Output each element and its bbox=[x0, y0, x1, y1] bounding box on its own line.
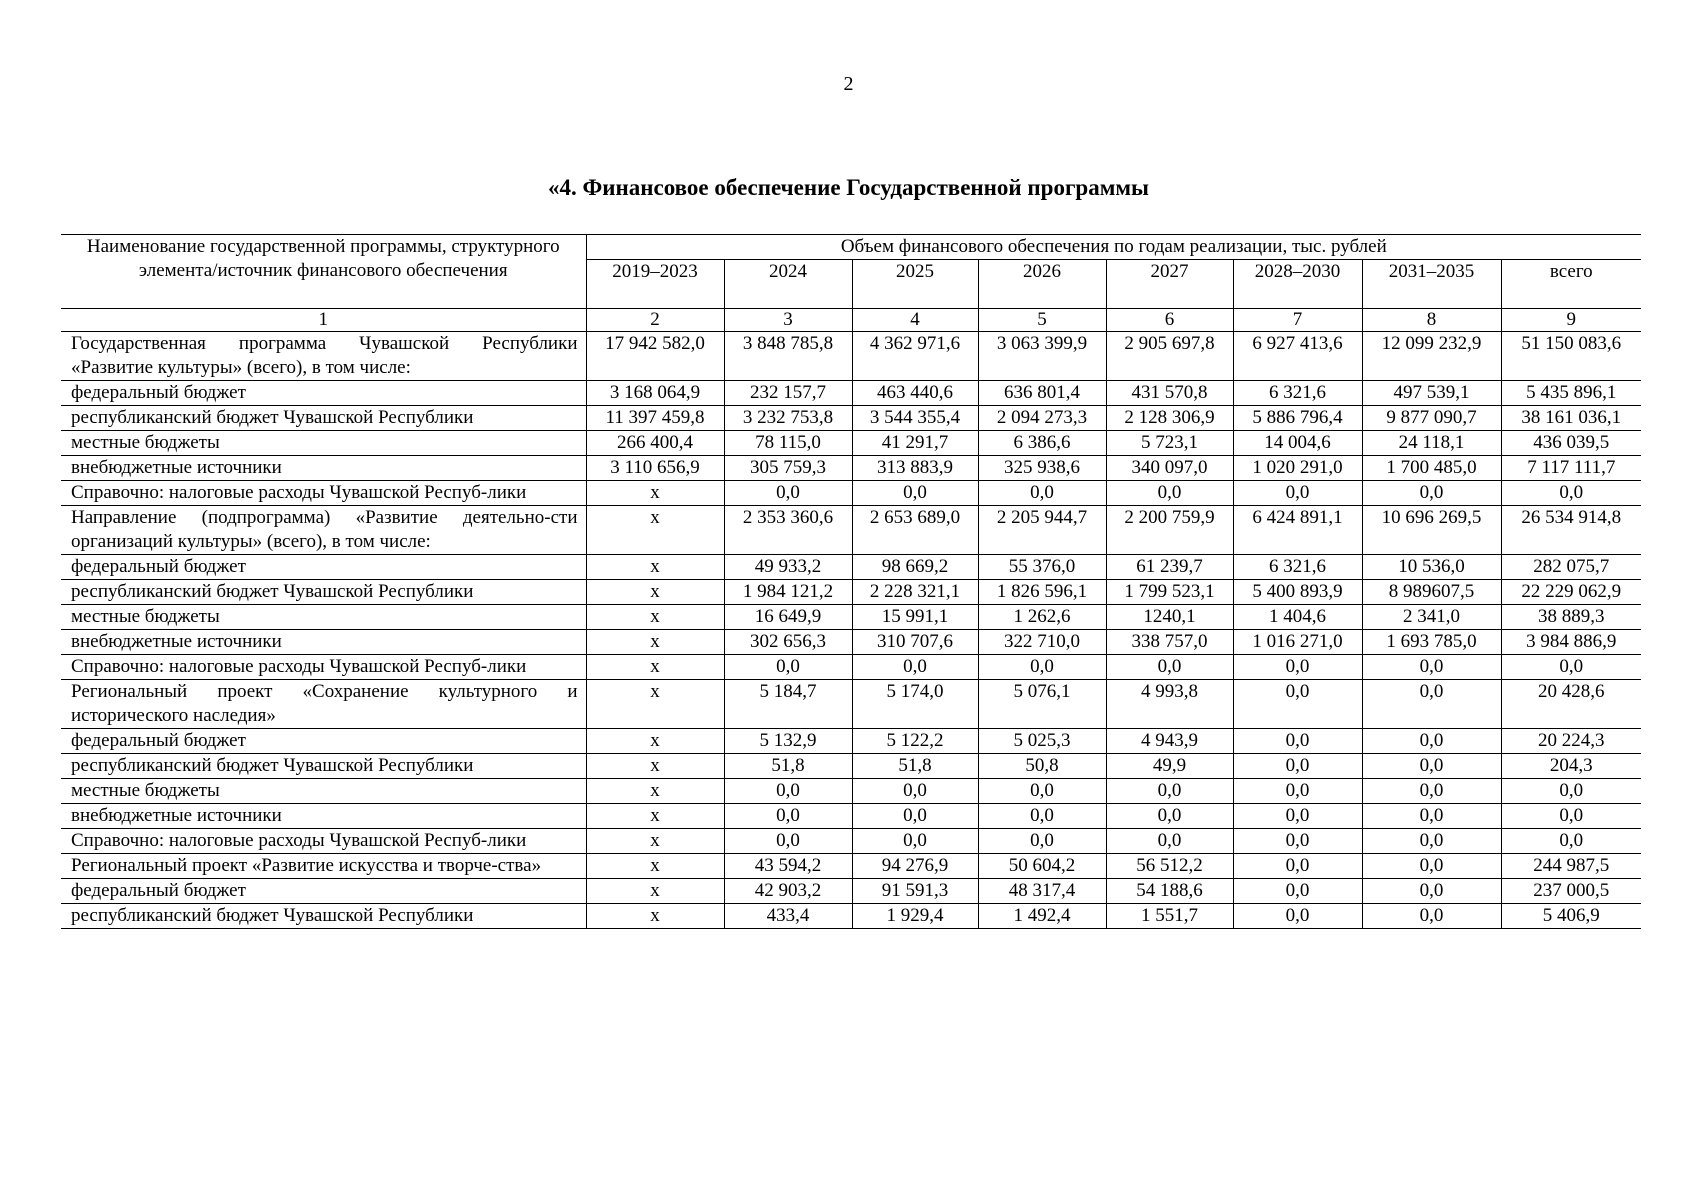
row-value: 266 400,4 bbox=[586, 431, 724, 456]
row-value: 2 341,0 bbox=[1362, 605, 1501, 630]
row-value: 5 435 896,1 bbox=[1501, 381, 1641, 406]
row-value: 1 826 596,1 bbox=[978, 580, 1106, 605]
row-value: 5 184,7 bbox=[724, 680, 852, 729]
row-value: 0,0 bbox=[724, 655, 852, 680]
row-value: 0,0 bbox=[1501, 481, 1641, 506]
row-value: 0,0 bbox=[1233, 904, 1362, 929]
row-value: 0,0 bbox=[978, 804, 1106, 829]
table-row bbox=[61, 431, 1641, 456]
row-value: 6 424 891,1 bbox=[1233, 506, 1362, 555]
row-value: 94 276,9 bbox=[852, 854, 978, 879]
row-value: 0,0 bbox=[1233, 481, 1362, 506]
row-value: 0,0 bbox=[1362, 829, 1501, 854]
row-value: 0,0 bbox=[1233, 655, 1362, 680]
row-value: 0,0 bbox=[1362, 655, 1501, 680]
row-value: 0,0 bbox=[1106, 655, 1233, 680]
column-number: 2 bbox=[586, 309, 724, 332]
row-value: 0,0 bbox=[1106, 779, 1233, 804]
header-group: Объем финансового обеспечения по годам реализации, тыс. рублей bbox=[586, 235, 1641, 260]
row-value: 2 228 321,1 bbox=[852, 580, 978, 605]
row-value: 4 993,8 bbox=[1106, 680, 1233, 729]
table-row bbox=[61, 854, 1641, 879]
row-value: 51 150 083,6 bbox=[1501, 332, 1641, 381]
row-value: 11 397 459,8 bbox=[586, 406, 724, 431]
row-value: х bbox=[586, 481, 724, 506]
row-value: 0,0 bbox=[978, 655, 1106, 680]
header-year: 2027 bbox=[1106, 260, 1233, 309]
table-row bbox=[61, 381, 1641, 406]
row-value: 48 317,4 bbox=[978, 879, 1106, 904]
row-name: Справочно: налоговые расходы Чувашской Респуб-лики bbox=[61, 829, 586, 854]
row-value: 2 653 689,0 bbox=[852, 506, 978, 555]
row-name: республиканский бюджет Чувашской Республики bbox=[61, 754, 586, 779]
column-number: 9 bbox=[1501, 309, 1641, 332]
row-value: 0,0 bbox=[1233, 729, 1362, 754]
row-name: республиканский бюджет Чувашской Республики bbox=[61, 580, 586, 605]
row-value: х bbox=[586, 630, 724, 655]
row-value: 0,0 bbox=[1362, 879, 1501, 904]
row-value: 0,0 bbox=[1233, 854, 1362, 879]
row-value: 0,0 bbox=[1233, 829, 1362, 854]
table-row bbox=[61, 779, 1641, 804]
row-value: 237 000,5 bbox=[1501, 879, 1641, 904]
row-value: 436 039,5 bbox=[1501, 431, 1641, 456]
row-value: 0,0 bbox=[852, 481, 978, 506]
table-row bbox=[61, 456, 1641, 481]
row-value: 10 696 269,5 bbox=[1362, 506, 1501, 555]
row-value: 0,0 bbox=[1501, 804, 1641, 829]
row-value: 302 656,3 bbox=[724, 630, 852, 655]
row-name: Региональный проект «Сохранение культурного и исторического наследия» bbox=[61, 680, 586, 729]
row-value: 305 759,3 bbox=[724, 456, 852, 481]
row-value: 0,0 bbox=[852, 804, 978, 829]
row-name: Справочно: налоговые расходы Чувашской Респуб-лики bbox=[61, 481, 586, 506]
table-row bbox=[61, 754, 1641, 779]
row-value: 6 321,6 bbox=[1233, 555, 1362, 580]
row-name: местные бюджеты bbox=[61, 605, 586, 630]
row-value: 1 700 485,0 bbox=[1362, 456, 1501, 481]
row-value: 636 801,4 bbox=[978, 381, 1106, 406]
table-row bbox=[61, 829, 1641, 854]
row-value: 1240,1 bbox=[1106, 605, 1233, 630]
row-value: 310 707,6 bbox=[852, 630, 978, 655]
row-value: 0,0 bbox=[1233, 754, 1362, 779]
row-value: 0,0 bbox=[1362, 904, 1501, 929]
row-value: х bbox=[586, 680, 724, 729]
row-value: 42 903,2 bbox=[724, 879, 852, 904]
row-name: внебюджетные источники bbox=[61, 804, 586, 829]
table-row bbox=[61, 506, 1641, 555]
row-value: 0,0 bbox=[1106, 804, 1233, 829]
row-value: 0,0 bbox=[852, 829, 978, 854]
row-value: 1 492,4 bbox=[978, 904, 1106, 929]
row-value: 12 099 232,9 bbox=[1362, 332, 1501, 381]
row-value: 0,0 bbox=[724, 804, 852, 829]
row-value: 0,0 bbox=[852, 655, 978, 680]
row-value: 325 938,6 bbox=[978, 456, 1106, 481]
row-value: 0,0 bbox=[724, 779, 852, 804]
row-value: 0,0 bbox=[1362, 779, 1501, 804]
row-value: 1 262,6 bbox=[978, 605, 1106, 630]
row-value: 0,0 bbox=[1362, 729, 1501, 754]
table-row bbox=[61, 406, 1641, 431]
row-value: х bbox=[586, 854, 724, 879]
document-title: «4. Финансовое обеспечение Государственной программы bbox=[548, 175, 1149, 200]
row-value: 1 799 523,1 bbox=[1106, 580, 1233, 605]
table-row bbox=[61, 904, 1641, 929]
row-value: 0,0 bbox=[1106, 481, 1233, 506]
row-value: 322 710,0 bbox=[978, 630, 1106, 655]
row-value: 38 889,3 bbox=[1501, 605, 1641, 630]
row-value: х bbox=[586, 779, 724, 804]
column-number: 6 bbox=[1106, 309, 1233, 332]
row-value: 43 594,2 bbox=[724, 854, 852, 879]
row-value: х bbox=[586, 829, 724, 854]
row-value: 0,0 bbox=[978, 779, 1106, 804]
row-value: 8 989607,5 bbox=[1362, 580, 1501, 605]
row-value: 1 984 121,2 bbox=[724, 580, 852, 605]
row-value: 232 157,7 bbox=[724, 381, 852, 406]
table-row bbox=[61, 630, 1641, 655]
row-value: 0,0 bbox=[978, 481, 1106, 506]
row-name: федеральный бюджет bbox=[61, 381, 586, 406]
row-value: 2 905 697,8 bbox=[1106, 332, 1233, 381]
row-value: 2 128 306,9 bbox=[1106, 406, 1233, 431]
row-value: 3 544 355,4 bbox=[852, 406, 978, 431]
row-value: 497 539,1 bbox=[1362, 381, 1501, 406]
row-value: 6 927 413,6 bbox=[1233, 332, 1362, 381]
header-year: 2031–2035 bbox=[1362, 260, 1501, 309]
row-value: 463 440,6 bbox=[852, 381, 978, 406]
row-value: 2 200 759,9 bbox=[1106, 506, 1233, 555]
row-name: Государственная программа Чувашской Республики «Развитие культуры» (всего), в том числе: bbox=[61, 332, 586, 381]
row-value: 56 512,2 bbox=[1106, 854, 1233, 879]
row-value: 0,0 bbox=[852, 779, 978, 804]
row-value: х bbox=[586, 754, 724, 779]
row-value: 22 229 062,9 bbox=[1501, 580, 1641, 605]
header-year-total: всего bbox=[1501, 260, 1641, 309]
table-row bbox=[61, 580, 1641, 605]
row-value: 1 404,6 bbox=[1233, 605, 1362, 630]
row-name: внебюджетные источники bbox=[61, 630, 586, 655]
row-value: 5 406,9 bbox=[1501, 904, 1641, 929]
row-name: Региональный проект «Развитие искусства и творче-ства» bbox=[61, 854, 586, 879]
row-value: 6 321,6 bbox=[1233, 381, 1362, 406]
row-name: местные бюджеты bbox=[61, 431, 586, 456]
header-year: 2025 bbox=[852, 260, 978, 309]
row-value: 5 132,9 bbox=[724, 729, 852, 754]
row-value: х bbox=[586, 879, 724, 904]
table-row bbox=[61, 332, 1641, 381]
row-value: х bbox=[586, 904, 724, 929]
row-value: 5 025,3 bbox=[978, 729, 1106, 754]
row-value: 4 943,9 bbox=[1106, 729, 1233, 754]
row-value: 5 886 796,4 bbox=[1233, 406, 1362, 431]
row-value: 0,0 bbox=[1362, 804, 1501, 829]
column-number: 1 bbox=[61, 309, 586, 332]
row-value: 24 118,1 bbox=[1362, 431, 1501, 456]
header-year: 2028–2030 bbox=[1233, 260, 1362, 309]
row-name: Направление (подпрограмма) «Развитие деятельно-сти организаций культуры» (всего), в том числе: bbox=[61, 506, 586, 555]
row-value: 282 075,7 bbox=[1501, 555, 1641, 580]
row-value: 433,4 bbox=[724, 904, 852, 929]
row-value: 78 115,0 bbox=[724, 431, 852, 456]
row-value: 0,0 bbox=[1362, 680, 1501, 729]
table-row bbox=[61, 879, 1641, 904]
row-value: 14 004,6 bbox=[1233, 431, 1362, 456]
row-value: 0,0 bbox=[1501, 655, 1641, 680]
row-value: 26 534 914,8 bbox=[1501, 506, 1641, 555]
row-value: 16 649,9 bbox=[724, 605, 852, 630]
row-value: 313 883,9 bbox=[852, 456, 978, 481]
header-name-column: Наименование государственной программы, структурного элемента/источник финансового обеспечения bbox=[61, 235, 586, 309]
row-value: 49 933,2 bbox=[724, 555, 852, 580]
row-value: 50 604,2 bbox=[978, 854, 1106, 879]
row-value: 0,0 bbox=[724, 481, 852, 506]
row-value: 4 362 971,6 bbox=[852, 332, 978, 381]
row-value: 41 291,7 bbox=[852, 431, 978, 456]
row-value: х bbox=[586, 804, 724, 829]
row-value: 0,0 bbox=[1106, 829, 1233, 854]
column-number: 5 bbox=[978, 309, 1106, 332]
column-number: 4 bbox=[852, 309, 978, 332]
row-name: местные бюджеты bbox=[61, 779, 586, 804]
row-name: федеральный бюджет bbox=[61, 555, 586, 580]
row-value: 5 174,0 bbox=[852, 680, 978, 729]
row-value: 20 428,6 bbox=[1501, 680, 1641, 729]
row-value: 98 669,2 bbox=[852, 555, 978, 580]
row-value: 2 205 944,7 bbox=[978, 506, 1106, 555]
row-name: внебюджетные источники bbox=[61, 456, 586, 481]
row-value: 7 117 111,7 bbox=[1501, 456, 1641, 481]
row-value: 0,0 bbox=[1501, 829, 1641, 854]
column-number: 3 bbox=[724, 309, 852, 332]
row-value: 1 693 785,0 bbox=[1362, 630, 1501, 655]
row-value: 0,0 bbox=[1233, 680, 1362, 729]
row-value: 1 551,7 bbox=[1106, 904, 1233, 929]
row-value: 91 591,3 bbox=[852, 879, 978, 904]
row-value: 61 239,7 bbox=[1106, 555, 1233, 580]
row-value: х bbox=[586, 506, 724, 555]
table-row bbox=[61, 655, 1641, 680]
header-row-1 bbox=[61, 235, 1641, 260]
row-value: 0,0 bbox=[1501, 779, 1641, 804]
row-value: 2 353 360,6 bbox=[724, 506, 852, 555]
row-value: х bbox=[586, 655, 724, 680]
row-value: 49,9 bbox=[1106, 754, 1233, 779]
row-value: 2 094 273,3 bbox=[978, 406, 1106, 431]
table-row bbox=[61, 481, 1641, 506]
column-number-row bbox=[61, 309, 1641, 332]
row-value: 0,0 bbox=[1233, 779, 1362, 804]
row-name: республиканский бюджет Чувашской Республики bbox=[61, 406, 586, 431]
row-name: Справочно: налоговые расходы Чувашской Респуб-лики bbox=[61, 655, 586, 680]
row-value: 3 984 886,9 bbox=[1501, 630, 1641, 655]
financing-table bbox=[61, 234, 1641, 929]
row-name: федеральный бюджет bbox=[61, 879, 586, 904]
row-value: 5 723,1 bbox=[1106, 431, 1233, 456]
row-value: 5 400 893,9 bbox=[1233, 580, 1362, 605]
header-year: 2024 bbox=[724, 260, 852, 309]
row-value: 338 757,0 bbox=[1106, 630, 1233, 655]
table-row bbox=[61, 605, 1641, 630]
row-value: 17 942 582,0 bbox=[586, 332, 724, 381]
row-value: х bbox=[586, 580, 724, 605]
row-value: 3 232 753,8 bbox=[724, 406, 852, 431]
table-row bbox=[61, 680, 1641, 729]
row-value: х bbox=[586, 605, 724, 630]
row-value: 55 376,0 bbox=[978, 555, 1106, 580]
row-value: 5 076,1 bbox=[978, 680, 1106, 729]
row-value: 6 386,6 bbox=[978, 431, 1106, 456]
row-value: 10 536,0 bbox=[1362, 555, 1501, 580]
row-value: 0,0 bbox=[724, 829, 852, 854]
row-value: 15 991,1 bbox=[852, 605, 978, 630]
table-row bbox=[61, 729, 1641, 754]
row-value: 3 848 785,8 bbox=[724, 332, 852, 381]
row-value: 244 987,5 bbox=[1501, 854, 1641, 879]
row-value: 0,0 bbox=[1362, 754, 1501, 779]
row-name: республиканский бюджет Чувашской Республики bbox=[61, 904, 586, 929]
column-number: 7 bbox=[1233, 309, 1362, 332]
row-value: 3 063 399,9 bbox=[978, 332, 1106, 381]
row-value: 5 122,2 bbox=[852, 729, 978, 754]
row-value: 1 929,4 bbox=[852, 904, 978, 929]
row-value: 0,0 bbox=[1233, 879, 1362, 904]
header-year: 2019–2023 bbox=[586, 260, 724, 309]
row-value: 0,0 bbox=[1362, 854, 1501, 879]
row-value: 0,0 bbox=[978, 829, 1106, 854]
row-value: 3 110 656,9 bbox=[586, 456, 724, 481]
row-value: 38 161 036,1 bbox=[1501, 406, 1641, 431]
table-row bbox=[61, 804, 1641, 829]
row-value: 0,0 bbox=[1233, 804, 1362, 829]
header-year: 2026 bbox=[978, 260, 1106, 309]
row-value: 340 097,0 bbox=[1106, 456, 1233, 481]
row-value: 9 877 090,7 bbox=[1362, 406, 1501, 431]
row-value: х bbox=[586, 555, 724, 580]
row-value: 1 016 271,0 bbox=[1233, 630, 1362, 655]
row-value: 0,0 bbox=[1362, 481, 1501, 506]
row-value: 51,8 bbox=[852, 754, 978, 779]
row-value: 1 020 291,0 bbox=[1233, 456, 1362, 481]
row-value: 50,8 bbox=[978, 754, 1106, 779]
row-value: 51,8 bbox=[724, 754, 852, 779]
table-row bbox=[61, 555, 1641, 580]
row-value: 54 188,6 bbox=[1106, 879, 1233, 904]
row-value: 431 570,8 bbox=[1106, 381, 1233, 406]
row-name: федеральный бюджет bbox=[61, 729, 586, 754]
page-number: 2 bbox=[843, 73, 854, 95]
row-value: х bbox=[586, 729, 724, 754]
column-number: 8 bbox=[1362, 309, 1501, 332]
row-value: 3 168 064,9 bbox=[586, 381, 724, 406]
row-value: 20 224,3 bbox=[1501, 729, 1641, 754]
row-value: 204,3 bbox=[1501, 754, 1641, 779]
